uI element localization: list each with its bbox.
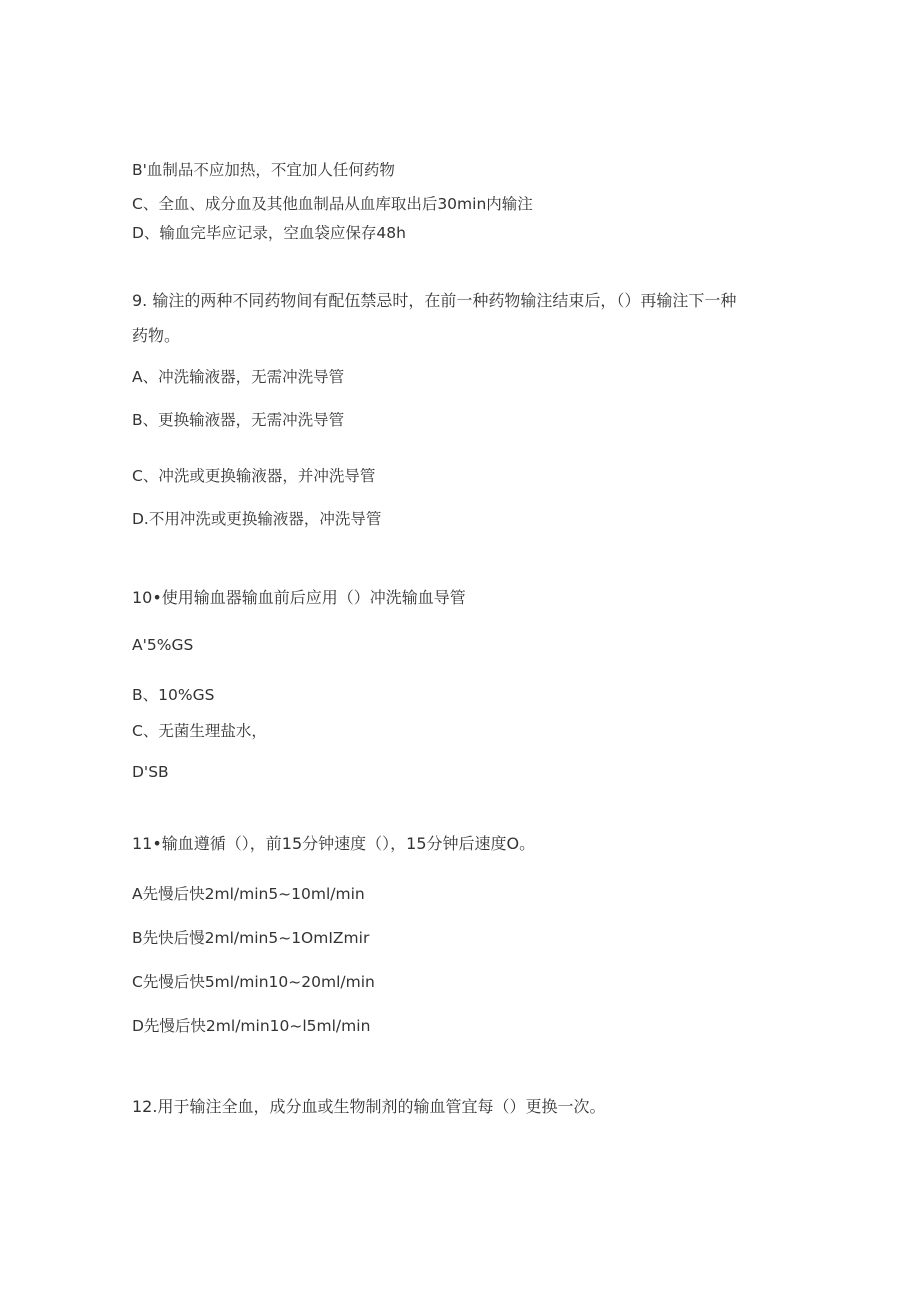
option-8b: B'血制品不应加热，不宜加人任何药物 <box>132 161 395 179</box>
option-10c: C、无菌生理盐水， <box>132 722 267 740</box>
option-11b: B先快后慢2ml∕min5~1OmIZmir <box>132 929 370 947</box>
option-11c: C先慢后快5ml∕min10~20ml∕min <box>132 973 375 991</box>
question-9-line-1: 9. 输注的两种不同药物间有配伍禁忌时，在前一种药物输注结束后，（）再输注下一种 <box>132 291 737 310</box>
option-9a: A、冲洗输液器，无需冲洗导管 <box>132 368 345 386</box>
question-12: 12.用于输注全血，成分血或生物制剂的输血管宜每（）更换一次。 <box>132 1097 606 1116</box>
option-9b: B、更换输液器，无需冲洗导管 <box>132 411 345 429</box>
question-9-line-2: 药物。 <box>132 326 181 345</box>
option-9c: C、冲洗或更换输液器，并冲洗导管 <box>132 467 376 485</box>
option-8d: D、输血完毕应记录，空血袋应保存48h <box>132 224 406 242</box>
question-10: 10•使用输血器输血前后应用（）冲洗输血导管 <box>132 588 466 607</box>
option-11d: D先慢后快2ml∕min10~l5ml∕min <box>132 1017 371 1035</box>
option-10d: D'SB <box>132 763 169 781</box>
option-10b: B、10%GS <box>132 686 215 704</box>
option-8c: C、全血、成分血及其他血制品从血库取出后30min内输注 <box>132 195 533 213</box>
question-11: 11•输血遵循（），前15分钟速度（），15分钟后速度O。 <box>132 834 536 853</box>
option-11a: A先慢后快2ml∕min5~10ml∕min <box>132 885 365 903</box>
option-10a: A'5%GS <box>132 636 194 654</box>
option-9d: D.不用冲洗或更换输液器，冲洗导管 <box>132 510 382 528</box>
